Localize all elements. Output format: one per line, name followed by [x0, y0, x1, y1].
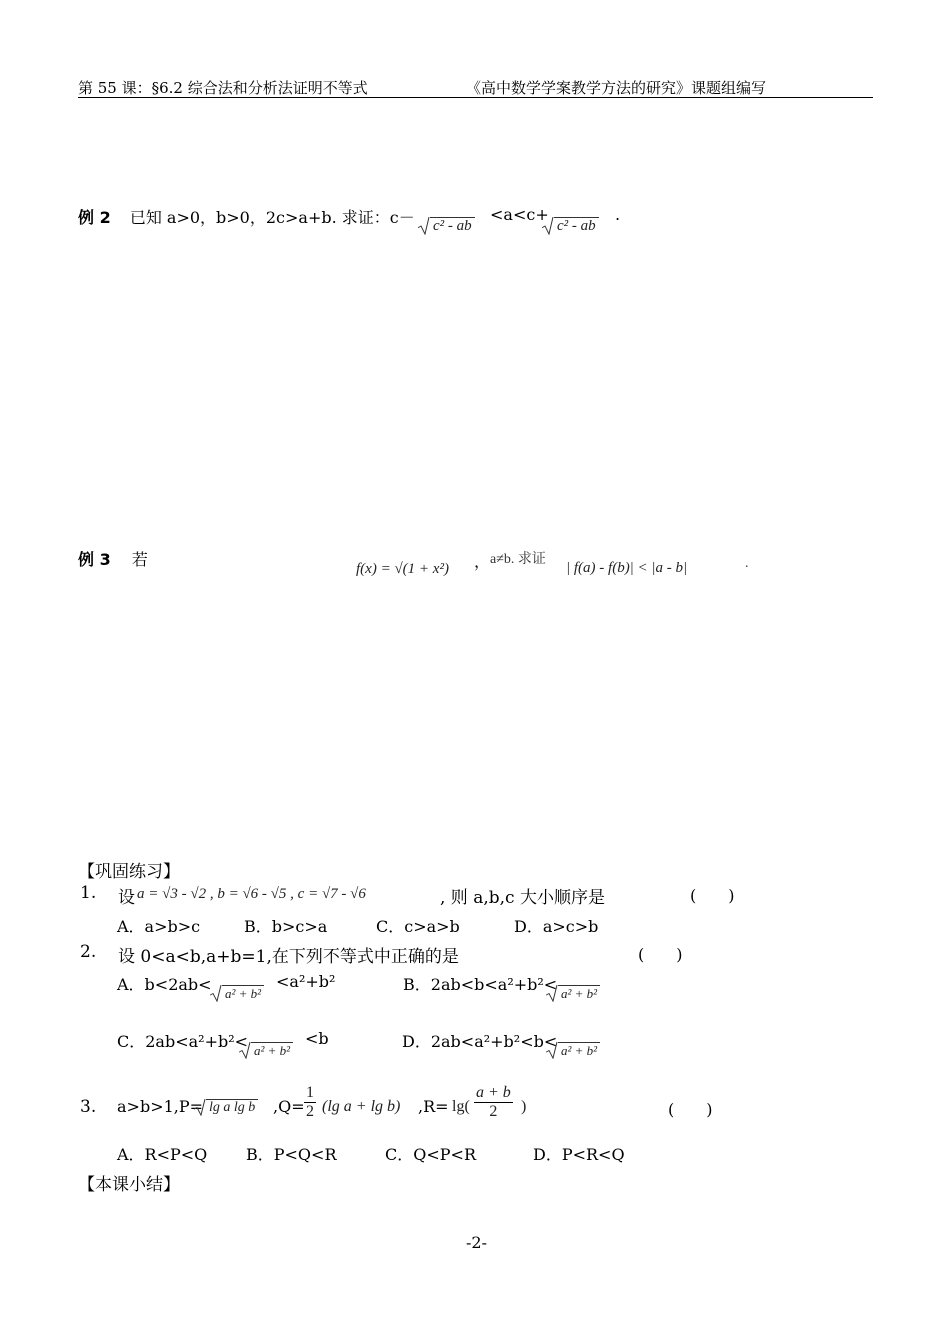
q2-option-a-sqrt: a² + b²: [210, 985, 264, 1002]
q2-answer-paren: ( ): [638, 945, 683, 964]
q2-option-b-sqrt: a² + b²: [546, 985, 600, 1002]
q2-option-a-pre: A．b<2ab<: [117, 975, 212, 994]
summary-heading: 【本课小结】: [78, 1175, 180, 1195]
example-3: [78, 547, 148, 570]
q3-option-b: B．P<Q<R: [246, 1145, 337, 1164]
q2-option-d-sqrt: a² + b²: [546, 1042, 600, 1059]
header-right: 《高中数学学案教学方法的研究》课题组编写: [466, 79, 767, 97]
q3-number: 3.: [80, 1097, 97, 1117]
q3-r-pre: lg(: [452, 1098, 470, 1115]
example-2-text-c: .: [615, 205, 621, 224]
q2-option-c-post: <b: [305, 1029, 329, 1048]
example-2-sqrt-2: c² - ab: [542, 217, 599, 235]
header-left: 第 55 课：§6.2 综合法和分析法证明不等式: [78, 79, 368, 97]
q1-answer-paren: ( ): [690, 886, 735, 905]
q1-option-c: C．c>a>b: [376, 917, 460, 936]
example-3-comma: ，: [474, 552, 491, 571]
page-number: -2-: [466, 1233, 487, 1252]
example-3-claim: | f(a) - f(b)| < |a - b|: [566, 560, 688, 576]
q1-option-a: A．a>b>c: [117, 917, 201, 936]
q3-r-fraction: $\frac{a + b}{2}$: [476, 1084, 511, 1120]
practice-heading: 【巩固练习】: [78, 862, 180, 882]
q2-option-b-pre: B．2ab<b<a²+b²<: [403, 975, 558, 994]
q2-number: 2.: [80, 942, 97, 962]
q1-expr: a = √3 - √2 , b = √6 - √5 , c = √7 - √6: [137, 886, 366, 902]
q3-q-fraction: $\frac{1}{2}$: [306, 1084, 314, 1120]
q3-p-expr: lg a lg b: [194, 1099, 258, 1116]
example-3-label: 例 3: [78, 550, 111, 569]
q3-stem-c: ,R=: [418, 1097, 449, 1116]
example-2-sqrt-1: c² - ab: [418, 217, 475, 235]
header-rule: [78, 97, 873, 98]
q3-option-d: D．P<R<Q: [533, 1145, 625, 1164]
q3-r-post: ): [521, 1098, 527, 1115]
q1-option-d: D．a>c>b: [514, 917, 599, 936]
q1-suffix: , 则 a,b,c 大小顺序是: [440, 888, 605, 908]
q1-number: 1.: [80, 883, 97, 903]
q1-prefix: 设: [118, 888, 135, 908]
q3-option-a: A．R<P<Q: [117, 1145, 208, 1164]
example-3-ruo: 若: [131, 550, 148, 569]
q2-option-c-pre: C．2ab<a²+b²<: [117, 1032, 249, 1051]
q3-answer-paren: ( ): [668, 1100, 713, 1119]
q3-stem-a: a>b>1,P=: [117, 1097, 204, 1116]
q2-option-d-pre: D．2ab<a²+b²<b<: [402, 1032, 558, 1051]
q2-option-c-sqrt: a² + b²: [239, 1042, 293, 1059]
q3-q-expr: (lg a + lg b): [322, 1098, 401, 1115]
example-2: [78, 205, 415, 228]
q1-option-b: B．b>c>a: [244, 917, 328, 936]
example-2-text-a: 已知 a>0，b>0，2c>a+b. 求证：c－: [129, 208, 415, 227]
example-3-dot: .: [745, 556, 749, 571]
example-3-formula: f(x) = √(1 + x²): [356, 561, 449, 577]
example-3-cond: a≠b. 求证: [490, 552, 546, 567]
example-2-label: 例 2: [78, 208, 111, 227]
example-2-text-b: <a<c+: [490, 205, 549, 224]
q3-stem-b: ,Q=: [273, 1097, 305, 1116]
q3-option-c: C．Q<P<R: [385, 1145, 476, 1164]
q2-option-a-post: <a²+b²: [276, 972, 336, 991]
q2-stem: 设 0<a<b,a+b=1,在下列不等式中正确的是: [118, 947, 459, 967]
